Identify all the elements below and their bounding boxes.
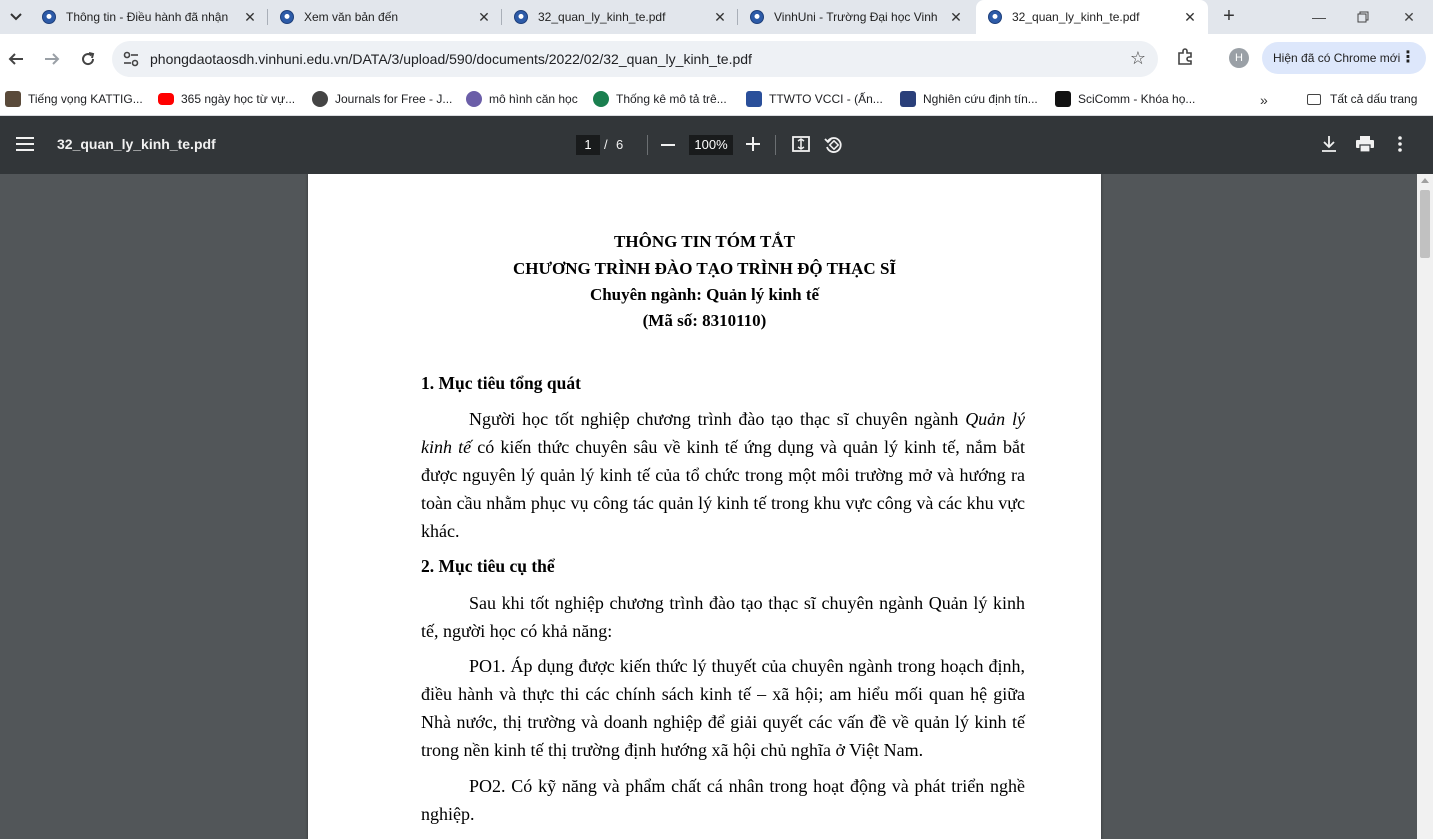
p-icon [593,91,609,107]
tab-label: Thông tin - Điều hành đã nhận [66,10,229,24]
section1-heading: 1. Mục tiêu tổng quát [421,373,581,393]
tab-2[interactable] [268,0,502,34]
bookmark-label: Tiếng vọng KATTIG... [28,92,143,106]
reload-icon[interactable] [76,47,100,71]
close-icon[interactable]: ✕ [714,8,726,25]
close-icon[interactable]: ✕ [244,8,256,25]
tab-1[interactable] [30,0,268,34]
doc-title-line-1: THÔNG TIN TÓM TẮT [614,232,795,251]
pdf-toolbar [0,116,1433,174]
bookmark-label: mô hình căn học [489,92,578,106]
address-bar[interactable] [112,41,1158,77]
forward-arrow-icon[interactable] [40,47,64,71]
folder-icon [1307,94,1321,105]
youtube-icon [158,93,174,105]
more-options-icon[interactable] [1396,135,1404,153]
tab-label: VinhUni - Trường Đại học Vinh [774,10,938,24]
section2-heading: 2. Mục tiêu cụ thể [421,556,555,576]
pdf-sidebar-menu-icon[interactable] [16,137,34,151]
po2-paragraph: PO2. Có kỹ năng và phẩm chất cá nhân trong hoạt động và phát triển nghề nghiệp. [421,776,1025,824]
bookmark-5[interactable] [593,88,727,110]
tab-search-chevron-icon[interactable] [4,6,28,28]
bookmark-label: Thống kê mô tả trê... [616,92,727,106]
chrome-menu-icon[interactable]: ⋮ [1400,49,1416,66]
pdf-viewer-area[interactable] [0,174,1433,839]
vinhuni-favicon-icon [750,10,764,24]
minimize-icon[interactable]: — [1312,9,1326,25]
globe-icon [466,91,482,107]
scrollbar-thumb[interactable] [1420,190,1430,258]
back-arrow-icon[interactable] [4,47,28,71]
bookmark-label: Nghiên cứu định tín... [923,92,1038,106]
all-bookmarks-label: Tất cả dấu trang [1330,92,1418,106]
zoom-out-minus-icon[interactable] [661,144,675,146]
doc-title-line-4: (Mã số: 8310110) [642,311,767,330]
vinhuni-favicon-icon [280,10,294,24]
bookmark-label: 365 ngày học từ vự... [181,92,296,106]
zoom-in-plus-icon[interactable] [746,137,760,151]
profile-avatar[interactable]: H [1229,48,1249,68]
tab-4[interactable] [738,0,974,34]
all-bookmarks-folder[interactable] [1307,88,1417,110]
bookmark-4[interactable] [466,88,578,110]
bookmark-8[interactable] [1055,88,1195,110]
bookmark-1[interactable] [5,88,143,110]
tab-label: Xem văn bản đến [304,10,399,24]
bookmark-label: Journals for Free - J... [335,92,453,106]
close-icon[interactable]: ✕ [478,8,490,25]
section1-text-italic: Quản lý kinh tế [421,409,1025,457]
tab-5-active[interactable] [976,0,1208,34]
bookmark-star-icon[interactable]: ☆ [1129,48,1146,68]
tab-strip [0,0,1433,34]
globe-icon [312,91,328,107]
download-icon[interactable] [1320,135,1338,153]
doc-title-line-3: Chuyên ngành: Quản lý kinh tế [589,285,820,304]
vinhuni-favicon-icon [514,10,528,24]
fit-to-page-icon[interactable] [792,136,810,152]
window-close-icon[interactable]: ✕ [1403,9,1415,25]
page-separator: / [604,137,608,152]
page-number-input[interactable] [576,135,600,155]
bookmark-6[interactable] [746,88,883,110]
bookmarks-bar [0,84,1433,116]
site-settings-icon[interactable] [122,50,140,68]
doc-title-line-2: CHƯƠNG TRÌNH ĐÀO TẠO TRÌNH ĐỘ THẠC SĨ [512,259,897,278]
restore-icon[interactable] [1348,6,1378,28]
vinhuni-favicon-icon [42,10,56,24]
po1-paragraph: PO1. Áp dụng được kiến thức lý thuyết của chuyên ngành trong hoạch định, điều hành và thực thi các chính sách kinh tế – xã hội; am hiểu mối quan hệ giữa Nhà nước, thị trường và doanh nghiệp để giải quyết các vấn đề về quản lý kinh tế trong nền kinh tế thị trường định hướng xã hội chủ nghĩa ở Việt Nam. [421,656,1025,760]
tab-label: 32_quan_ly_kinh_te.pdf [1012,10,1140,24]
tab-label: 32_quan_ly_kinh_te.pdf [538,10,666,24]
bookmark-7[interactable] [900,88,1038,110]
section1-paragraph [421,405,1025,545]
close-icon[interactable]: ✕ [1184,8,1196,25]
chrome-update-label: Hiện đã có Chrome mới [1273,51,1401,65]
bookmark-label: SciComm - Khóa họ... [1078,92,1196,106]
pdf-page-1 [308,174,1101,839]
bookmark-label: TTWTO VCCI - (Ấn... [769,92,883,106]
section1-text-rest: có kiến thức chuyên sâu về kinh tế ứng dụng và quản lý kinh tế, nắm bắt được nguyên lý quản lý kinh tế của tổ chức trong một môi trường mở và hướng ra toàn cầu nhằm phục vụ công tác quản lý kinh tế trong khu vực công và các khu vực khác. [421,437,1026,541]
zoom-level-input[interactable] [689,135,733,155]
close-icon[interactable]: ✕ [950,8,962,25]
bookmarks-overflow-icon[interactable]: » [1260,92,1268,108]
extensions-puzzle-icon[interactable] [1175,47,1195,67]
url-text[interactable]: phongdaotaosdh.vinhuni.edu.vn/DATA/3/upload/590/documents/2022/02/32_quan_ly_kinh_te.pdf [150,51,752,67]
section1-text-lead: Người học tốt nghiệp chương trình đào tạo thạc sĩ chuyên ngành [469,409,966,429]
scicomm-icon [1055,91,1071,107]
page-total: 6 [616,137,624,152]
pdf-filename: 32_quan_ly_kinh_te.pdf [57,136,216,152]
katti-icon [5,91,21,107]
chrome-update-button[interactable] [1262,42,1426,74]
tab-3[interactable] [502,0,738,34]
vcci-icon [746,91,762,107]
vinhuni-favicon-icon [988,10,1002,24]
rotate-icon[interactable] [824,135,844,155]
browser-toolbar [0,34,1433,84]
hkt-icon [900,91,916,107]
section2-intro-paragraph: Sau khi tốt nghiệp chương trình đào tạo thạc sĩ chuyên ngành Quản lý kinh tế, người học có khả năng: [421,593,1025,641]
bookmark-2[interactable] [158,88,295,110]
bookmark-3[interactable] [312,88,452,110]
new-tab-plus-icon[interactable]: + [1223,5,1235,27]
vertical-scrollbar[interactable] [1417,174,1433,839]
print-icon[interactable] [1355,135,1375,153]
scroll-up-arrow-icon[interactable] [1421,178,1429,183]
